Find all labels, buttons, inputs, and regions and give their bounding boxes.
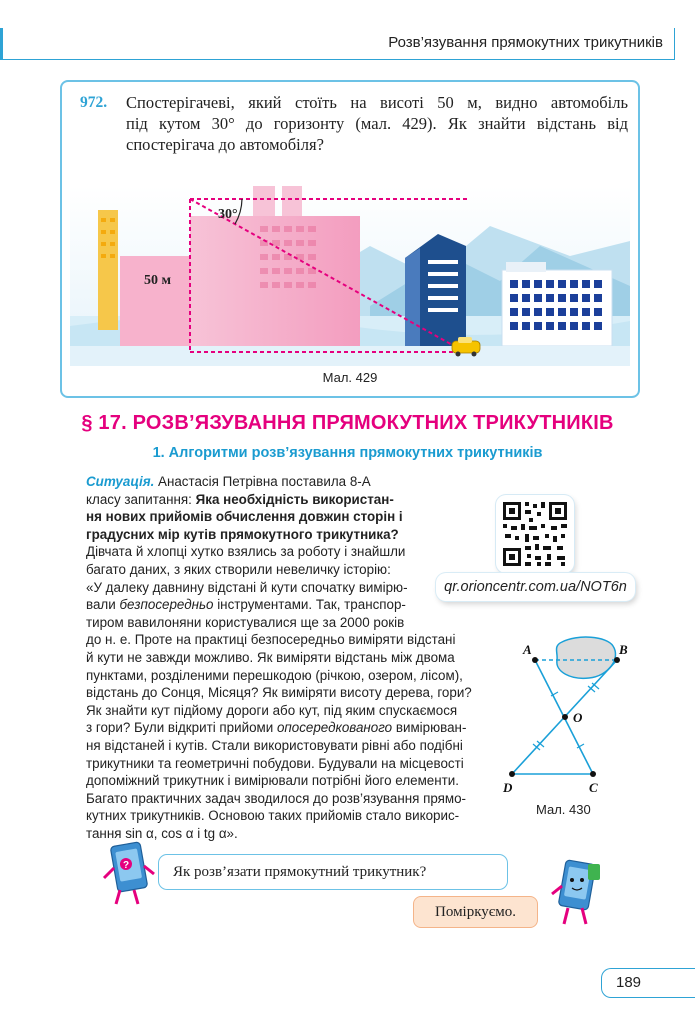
text-line [86,508,486,526]
text-segment: вимірюван- [395,720,467,736]
qr-link[interactable]: qr.orioncentr.com.ua/NOT6n [436,573,635,601]
text-line: тання sin α, cos α і tg α». [86,825,238,841]
observer-building [190,216,360,346]
bold-question: градусних мір кутів прямокутного трикутника? [86,526,399,542]
text-line [86,596,486,614]
bold-question: ня нових прийомів обчислення довжин сторін і [86,509,403,525]
text-line: Дівчата й хлопці хутко взялись за роботу і знайшли [86,544,406,560]
section-title: § 17. РОЗВ’ЯЗУВАННЯ ПРЯМОКУТНИХ ТРИКУТНИКІВ [81,412,614,434]
text-line: й кути не завжди можливо. Як виміряти відстань між двома [86,649,455,665]
character-left-icon [100,840,160,910]
answer-bubble: Поміркуємо. [413,896,538,928]
point-label-A: A [523,642,532,657]
header-right-rule [674,28,675,60]
page-number: 189 [601,968,695,998]
problem-line: Спостерігачеві, який стоїть на висоті 50 м, видно автомобіль [126,93,628,112]
situation-paragraph [86,473,486,842]
text-line: «У далеку давнину відстані й кути спочатку вимірю- [86,579,408,595]
point-label-B: B [619,642,628,657]
figure-429-caption: Мал. 429 [322,370,378,385]
text-line: Як знайти кут підйому дороги або кут, під яким спускаємося [86,702,458,718]
question-bubble: Як розв’язати прямокутний трикутник? [158,854,508,890]
height-label: 50 м [144,273,172,288]
figure-430-caption: Мал. 430 [536,802,591,817]
figure-429-illustration [70,186,630,366]
problem-line: під кутом 30° до горизонту (мал. 429). Як знайти відстань від [126,114,628,133]
figure-430-diagram [495,628,645,808]
angle-label: 30° [218,207,238,222]
text-segment: Анастасія Петрівна поставила 8-А [158,474,371,489]
text-line: кутних трикутників. Основою таких прийомів стало викорис- [86,808,460,824]
yellow-tower [98,210,118,330]
text-line [86,719,486,737]
text-segment: з гори? Були відкриті прийоми [86,720,274,736]
italic-term: безпосередньо [119,597,214,613]
character-right-icon [548,858,608,930]
running-header [0,28,695,60]
text-segment: класу запитання: [86,491,192,507]
problem-number: 972. [80,94,108,111]
svg-text:?: ? [123,860,130,871]
text-line: відстань до Сонця, Місяця? Як виміряти висоту дерева, гори? [86,685,472,701]
text-line: ня відстаней і кутів. Стали використовувати рівні або подібні [86,737,463,753]
text-line [86,491,486,509]
running-header-title: Розв’язування прямокутних трикутників [388,34,663,51]
text-line: трикутники та геометричні побудови. Будували на місцевості [86,755,464,771]
header-left-bar [0,28,3,60]
point-label-O: O [573,710,583,725]
text-line: пунктами, розділеними перешкодою (річкою, озером, лісом), [86,667,463,683]
qr-code-icon [501,500,569,568]
text-segment: інструментами. Так, транспор- [217,597,406,613]
problem-972-box [60,80,640,398]
header-rule [3,59,675,60]
text-line: багато даних, з яких створили невеличку історію: [86,561,391,577]
text-line: до н. е. Проте на практиці безпосередньо виміряти відстані [86,632,456,648]
point-label-D: D [503,780,513,795]
pink-building [120,256,190,346]
text-line [86,473,486,491]
text-line [86,526,486,544]
text-segment: вали [86,597,116,613]
problem-text [126,92,628,155]
text-line: допоміжний трикутник і вимірювали потрібні його елементи. [86,773,459,789]
subsection-title: 1. Алгоритми розв’язування прямокутних трикутників [152,445,543,461]
qr-code[interactable] [496,495,574,573]
point-label-C: C [589,780,598,795]
problem-line: спостерігача до автомобіля? [126,135,324,154]
italic-term: опосередкованого [276,720,393,736]
text-line: тиром вавилоняни користувалися ще за 2000 років [86,614,405,630]
text-line: Багато практичних задач зводилося до розв’язування прямо- [86,790,467,806]
bold-question: Яка необхідність використан- [195,491,394,507]
situation-label: Ситуація. [86,474,155,489]
